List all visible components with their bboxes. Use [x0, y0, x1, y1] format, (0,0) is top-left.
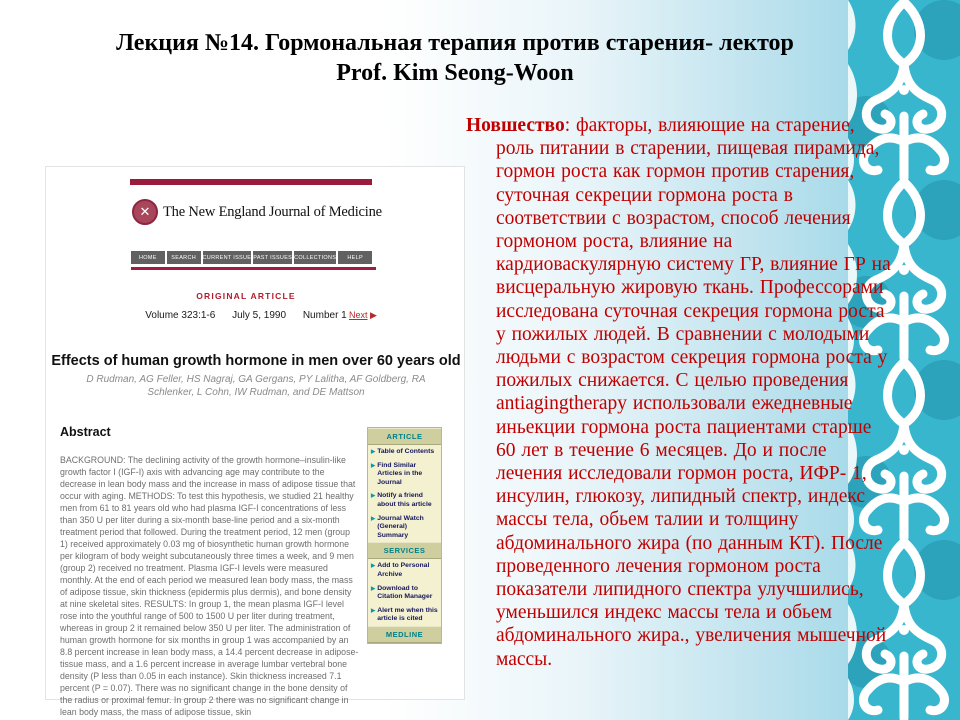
nav-help-button[interactable]: HELP [338, 251, 372, 264]
slide-title-line2: Prof. Kim Seong-Woon [336, 60, 574, 86]
arrow-icon: ▶ [371, 493, 376, 500]
sidebar-item-citation-manager[interactable] [368, 582, 441, 604]
journal-masthead-title: The New England Journal of Medicine [163, 203, 382, 220]
sidebar-item-label: Notify a friend about this article [377, 492, 432, 508]
volume-line [46, 310, 446, 321]
sidebar-item-label: Table of Contents [377, 448, 435, 455]
abstract-heading: Abstract [60, 425, 111, 439]
slide-title-line1: Лекция №14. Гормональная терапия против старения- лектор [116, 30, 794, 56]
issue-number: Number 1 [302, 310, 347, 321]
sidebar-item-journal-watch[interactable] [368, 512, 441, 543]
original-article-label: ORIGINAL ARTICLE [196, 291, 296, 301]
nav-current-issue-button[interactable]: CURRENT ISSUE [203, 251, 252, 264]
nav-search-button[interactable]: SEARCH [167, 251, 201, 264]
sidebar-section-article-header: ARTICLE [368, 428, 441, 445]
journal-top-bar [130, 179, 372, 185]
article-title: Effects of human growth hormone in men over 60 years old [51, 353, 461, 369]
next-link[interactable] [349, 310, 377, 321]
sidebar-item-find-similar[interactable] [368, 459, 441, 490]
body-lead-word: Новшество [466, 115, 565, 136]
article-authors: D Rudman, AG Feller, HS Nagraj, GA Gergans, PY Lalitha, AF Goldberg, RA Schlenker, L Cohn, IW Rudman, and DE Mattson [86, 374, 426, 398]
journal-nav-bar [131, 251, 372, 264]
issue-date: July 5, 1990 [232, 310, 287, 321]
arrow-icon: ▶ [371, 563, 376, 570]
journal-masthead [132, 195, 452, 229]
journal-screenshot [45, 166, 465, 717]
sidebar-item-label: Download to Citation Manager [377, 584, 433, 601]
arrow-icon: ▶ [371, 515, 376, 522]
next-arrow-icon: ▶ [370, 310, 377, 320]
arrow-icon: ▶ [371, 449, 376, 455]
sidebar-item-label: Find Similar Articles in the Journal [377, 461, 423, 486]
sidebar-section-medline-header: MEDLINE [368, 626, 441, 643]
abstract-text: BACKGROUND: The declining activity of the growth hormone–insulin-like growth factor I (IGF-I) axis with advancing age may contribute to the decrease in lean body mass and the increase in mass of adipose tissue that occur with aging. METHODS: To test this hypothesis, we studied 21 healthy men from 61 to 81 years old who had plasma IGF-I concentrations of less than 350 U per liter during a six-month base-line period and a six-month treatment period that followed. During the treatment period, 12 men (group 1) received approximately 0.03 mg of biosynthetic human growth hormone per kilogram of body weight subcutaneously three times a week, and 9 men (group 2) received no treatment. Plasma IGF-I levels were measured monthly. At the end of each period we measured lean body mass, the mass of adipose tissue, skin thickness (epidermis plus dermis), and bone density at nine skeletal sites. RESULTS: In group 1, the mean plasma IGF-I level rose into the youthful range of 500 to 1500 U per liter during treatment, whereas in group 2 it remained below 350 U per liter. The administration of human growth hormone for six months in group 1 was accompanied by an 8.8 percent increase in lean body mass, a 14.4 percent decrease in adipose-tissue mass, and a 1.6 percent increase in average lumbar vertebral bone density (P less than 0.05 in each instance). Skin thickness increased 7.1 percent (P = 0.07). There was no significant change in the bone density of the radius or proximal femur. In group 2 there was no significant change in lean body mass, the mass of adipose tissue, skin [60, 455, 359, 717]
nejm-logo-icon: ✕ [132, 199, 158, 225]
nav-home-button[interactable]: HOME [131, 251, 165, 264]
nav-collections-button[interactable]: COLLECTIONS [294, 251, 336, 264]
volume-text: Volume 323:1-6 [145, 310, 216, 321]
arrow-icon: ▶ [371, 607, 376, 614]
body-rest-text: : факторы, влияющие на старение, роль питании в старении, пищевая пирамида, гормон роста как гормон против старения, суточная секреции гормона роста в соответствии с возрастом, способ лечения гормоном роста, влияние на кардиоваскулярную систему ГР, влияние ГР на висцеральную жировую ткань. Профессорами исследована суточная секреция гормона роста у пожилых людей. В сравнении с молодыми людьми с возрастом секреция гормона роста у пожилых снижается. С целью проведения antiagingtherapy использовали ежедневные иньекции гормона роста пациентами старше 60 лет в течение 6 месяцев. До и после лечения исследовали гормон роста, ИФР- 1, инсулин, глюкозу, липидный спектр, индекс массы тела, обьем талии и толщину абдоминального жира (по данным КТ). После проведенного лечения гормоном роста показатели липидного спектра улучшились, уменьшился индекс массы тела и обьем абдоминального жира., увеличения мышечной массы. [496, 115, 891, 670]
sidebar-item-label: Alert me when this article is cited [377, 606, 438, 623]
article-tools-sidebar [367, 427, 442, 644]
sidebar-section-services-header: SERVICES [368, 542, 441, 559]
sidebar-item-label: Add to Personal Archive [377, 562, 430, 578]
sidebar-item-table-of-contents[interactable] [368, 445, 441, 459]
slide-body-text [466, 114, 894, 671]
slide-title [30, 28, 880, 88]
sidebar-item-label: Journal Watch (General) Summary [377, 514, 424, 539]
nav-past-issues-button[interactable]: PAST ISSUES [253, 251, 292, 264]
journal-nav-underline [131, 267, 376, 270]
arrow-icon: ▶ [371, 585, 376, 592]
next-link-label[interactable]: Next [349, 310, 368, 320]
sidebar-item-personal-archive[interactable] [368, 559, 441, 581]
sidebar-item-notify-friend[interactable] [368, 489, 441, 511]
sidebar-item-alert-cited[interactable] [368, 604, 441, 626]
arrow-icon: ▶ [371, 462, 376, 469]
